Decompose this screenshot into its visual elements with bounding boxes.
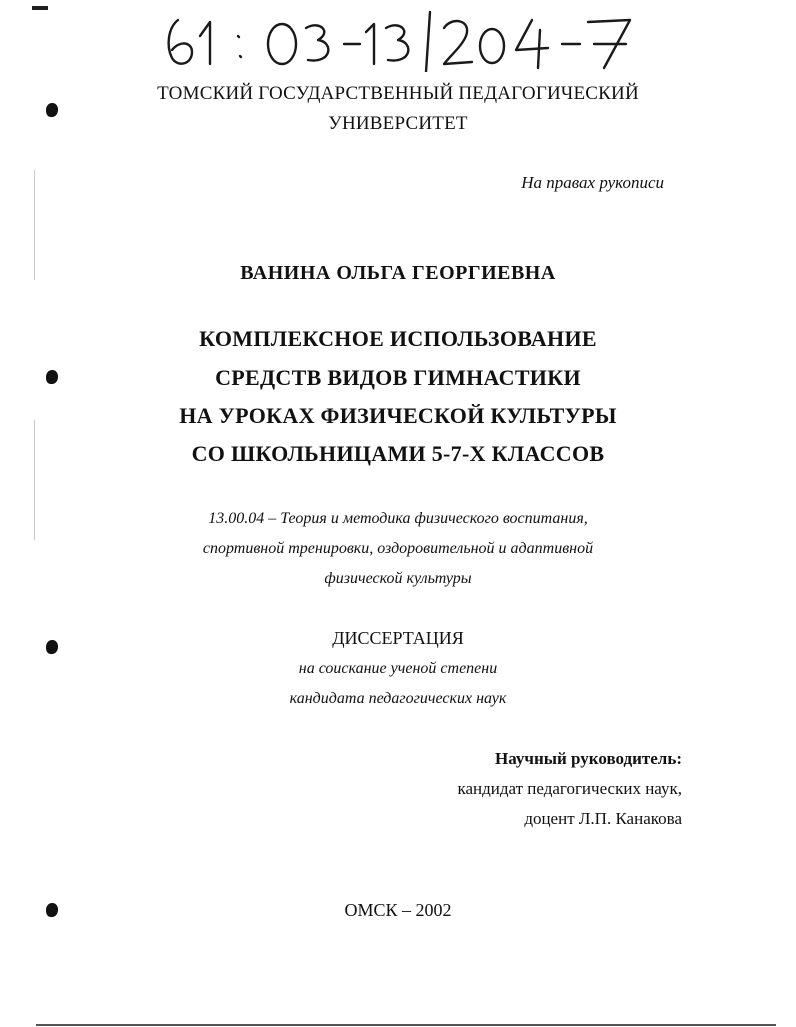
author-name: ВАНИНА ОЛЬГА ГЕОРГИЕВНА (240, 262, 556, 284)
advisor-heading: Научный руководитель: (495, 749, 682, 768)
advisor-degree: кандидат педагогических наук, (457, 779, 682, 798)
advisor-name: доцент Л.П. Канакова (524, 809, 682, 828)
title-line-3: НА УРОКАХ ФИЗИЧЕСКОЙ КУЛЬТУРЫ (179, 403, 617, 428)
handwritten-archive-code (160, 6, 640, 72)
university-name-line-2: УНИВЕРСИТЕТ (328, 113, 468, 134)
document-type: ДИССЕРТАЦИЯ (332, 628, 464, 648)
corner-scan-mark (32, 6, 48, 10)
degree-line-1: на соискание ученой степени (298, 660, 498, 677)
title-line-2: СРЕДСТВ ВИДОВ ГИМНАСТИКИ (215, 365, 581, 390)
page-bottom-edge (36, 1024, 776, 1026)
university-name-line-1: ТОМСКИЙ ГОСУДАРСТВЕННЫЙ ПЕДАГОГИЧЕСКИЙ (157, 83, 639, 104)
specialty-line-3: физической культуры (324, 570, 472, 587)
specialty-line-1: 13.00.04 – Теория и методика физического воспитания, (208, 510, 588, 527)
specialty-line-2: спортивной тренировки, оздоровительной и адаптивной (202, 540, 594, 557)
handwritten-archive-code-drawing (160, 6, 640, 72)
city-year: ОМСК – 2002 (344, 900, 452, 920)
degree-line-2: кандидата педагогических наук (289, 690, 507, 707)
title-line-1: КОМПЛЕКСНОЕ ИСПОЛЬЗОВАНИЕ (199, 326, 597, 351)
manuscript-rights-note: На правах рукописи (521, 173, 664, 192)
title-line-4: СО ШКОЛЬНИЦАМИ 5-7-Х КЛАССОВ (191, 441, 605, 466)
